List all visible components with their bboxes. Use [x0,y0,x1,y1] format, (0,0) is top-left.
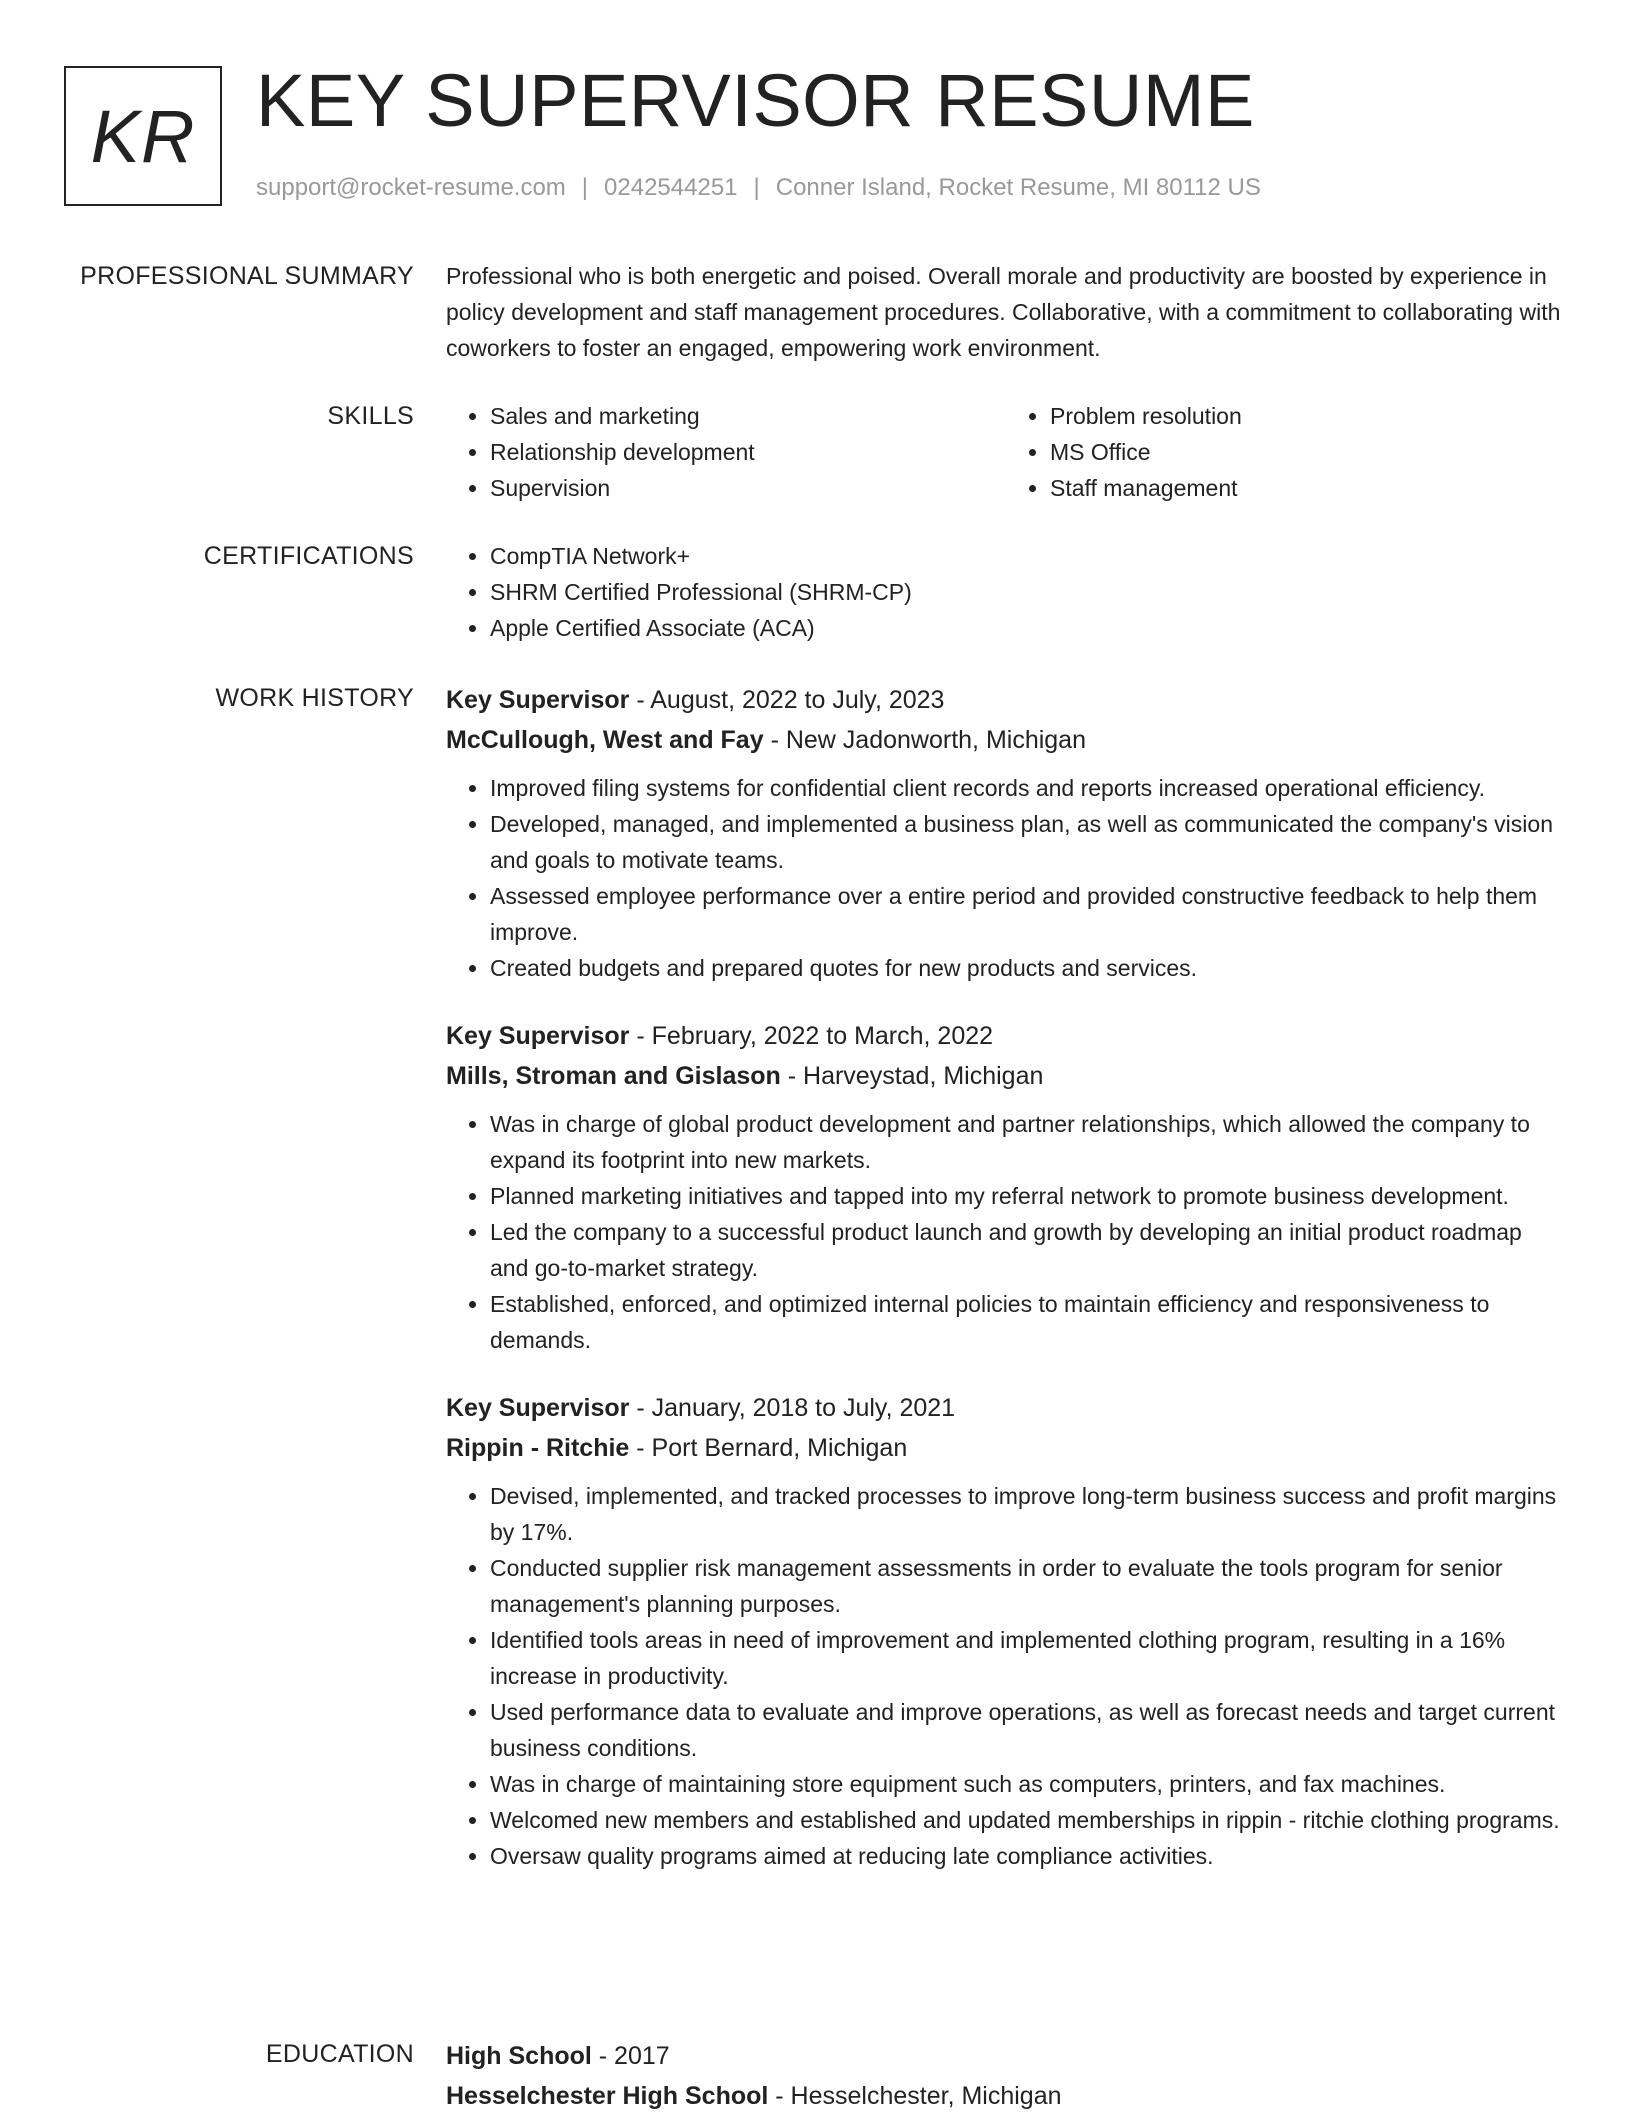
skill-item: • MS Office [1050,434,1566,470]
job-bullets [446,770,1566,986]
job-title-line [446,1016,1566,1056]
summary-label: PROFESSIONAL SUMMARY [80,262,414,290]
education-location: - Hesselchester, Michigan [768,2082,1062,2110]
skills-list-right [1006,398,1566,506]
contact-address: Conner Island, Rocket Resume, MI 80112 US [775,174,1261,201]
job-entry [446,1016,1566,1358]
resume-title: KEY SUPERVISOR RESUME [256,59,1255,142]
job-bullet: • Used performance data to evaluate and improve operations, as well as forecast needs and target current business conditions. [490,1694,1566,1766]
job-bullets [446,1106,1566,1358]
job-dates: - February, 2022 to March, 2022 [629,1022,994,1050]
job-bullet: • Planned marketing initiatives and tapped into my referral network to promote business development. [490,1178,1566,1214]
certifications-list [446,538,1566,646]
job-company-line [446,1056,1566,1096]
job-bullet: • Oversaw quality programs aimed at reducing late compliance activities. [490,1838,1566,1874]
job-company: Mills, Stroman and Gislason [446,1062,781,1090]
job-location: - New Jadonworth, Michigan [763,726,1086,754]
job-location: - Port Bernard, Michigan [629,1434,908,1462]
job-bullets [446,1478,1566,1874]
certification-item: • SHRM Certified Professional (SHRM-CP) [490,574,1566,610]
job-entry [446,680,1566,986]
job-company-line [446,1428,1566,1468]
job-title-line [446,680,1566,720]
job-title: Key Supervisor [446,686,630,714]
job-entry [446,1388,1566,1874]
education-school-line [446,2076,1566,2116]
education-year: - 2017 [591,2042,670,2070]
job-title: Key Supervisor [446,1022,630,1050]
job-bullet: • Created budgets and prepared quotes for new products and services. [490,950,1566,986]
monogram-initials: KR [90,94,196,178]
education-school: Hesselchester High School [446,2082,769,2110]
contact-separator: | [581,174,589,201]
skills-label: SKILLS [327,402,414,430]
contact-line [256,172,1261,204]
job-bullet: • Led the company to a successful product launch and growth by developing an initial product roadmap and go-to-market strategy. [490,1214,1566,1286]
certifications-body [446,538,1566,646]
summary-text: Professional who is both energetic and poised. Overall morale and productivity are boosted by experience in policy development and staff management procedures. Collaborative, with a commitment to collaborating with coworkers to foster an engaged, empowering work environment. [446,263,1561,361]
job-bullet: • Conducted supplier risk management assessments in order to evaluate the tools program for senior management's planning purposes. [490,1550,1566,1622]
skill-item: • Staff management [1050,470,1566,506]
certification-item: • CompTIA Network+ [490,538,1566,574]
job-bullet: • Improved filing systems for confidential client records and reports increased operational efficiency. [490,770,1566,806]
skill-item: • Supervision [490,470,1006,506]
education-degree-line [446,2036,1566,2076]
skill-item: • Sales and marketing [490,398,1006,434]
job-dates: - August, 2022 to July, 2023 [629,686,945,714]
job-location: - Harveystad, Michigan [780,1062,1044,1090]
summary-body [446,258,1566,366]
skills-body [446,398,1566,506]
certifications-label: CERTIFICATIONS [203,542,414,570]
work-history-body [446,680,1566,1904]
job-company: Rippin - Ritchie [446,1434,630,1462]
job-bullet: • Assessed employee performance over a entire period and provided constructive feedback to help them improve. [490,878,1566,950]
contact-email: support@rocket-resume.com [256,174,566,201]
job-bullet: • Welcomed new members and established and updated memberships in rippin - ritchie clothing programs. [490,1802,1566,1838]
monogram-box [64,66,222,206]
job-title-line [446,1388,1566,1428]
certification-item: • Apple Certified Associate (ACA) [490,610,1566,646]
job-bullet: • Identified tools areas in need of improvement and implemented clothing program, resulting in a 16% increase in productivity. [490,1622,1566,1694]
contact-separator: | [753,174,760,201]
job-company-line [446,720,1566,760]
job-bullet: • Was in charge of maintaining store equipment such as computers, printers, and fax machines. [490,1766,1566,1802]
education-label: EDUCATION [265,2040,414,2068]
job-company: McCullough, West and Fay [446,726,764,754]
job-bullet: • Established, enforced, and optimized internal policies to maintain efficiency and responsiveness to demands. [490,1286,1566,1358]
education-body [446,2036,1566,2116]
job-bullet: • Was in charge of global product development and partner relationships, which allowed the company to expand its footprint into new markets. [490,1106,1566,1178]
skill-item: • Problem resolution [1050,398,1566,434]
job-title: Key Supervisor [446,1394,630,1422]
work-history-label: WORK HISTORY [215,684,414,712]
job-bullet: • Devised, implemented, and tracked processes to improve long-term business success and profit margins by 17%. [490,1478,1566,1550]
contact-phone: 0242544251 [604,174,738,201]
education-degree: High School [446,2042,592,2070]
job-bullet: • Developed, managed, and implemented a business plan, as well as communicated the company's vision and goals to motivate teams. [490,806,1566,878]
job-dates: - January, 2018 to July, 2021 [629,1394,956,1422]
skill-item: • Relationship development [490,434,1006,470]
skills-list-left [446,398,1006,506]
